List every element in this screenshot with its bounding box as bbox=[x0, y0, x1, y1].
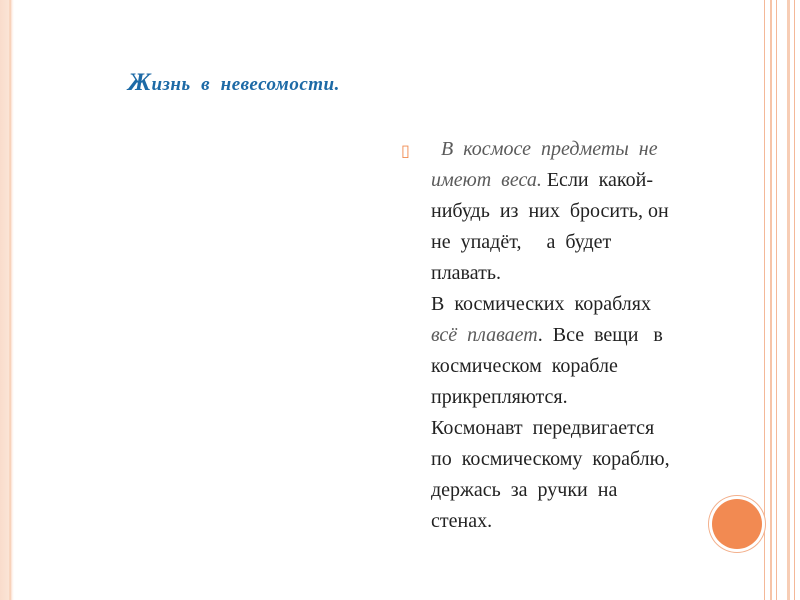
border-line bbox=[770, 0, 772, 600]
text-regular: Если какой- bbox=[541, 169, 653, 191]
text-line: космическом корабле bbox=[431, 355, 618, 377]
border-line bbox=[776, 0, 777, 600]
square-bullet-icon: ▯ bbox=[401, 141, 410, 160]
text-italic: имеют веса. bbox=[431, 169, 542, 191]
text-regular: . Все вещи в bbox=[537, 324, 663, 346]
left-border-strip bbox=[0, 0, 14, 600]
title-rest: изнь в невесомости. bbox=[151, 74, 340, 95]
slide-title bbox=[128, 69, 340, 97]
text-line: по космическому кораблю, bbox=[431, 448, 670, 470]
text-line: В космических кораблях bbox=[431, 293, 651, 315]
text-line: В космосе предметы не bbox=[431, 138, 658, 160]
text-line: нибудь из них бросить, он bbox=[431, 200, 669, 222]
text-line: плавать. bbox=[431, 262, 501, 284]
border-line bbox=[764, 0, 765, 600]
text-line: прикрепляются. bbox=[431, 386, 568, 408]
text-line bbox=[431, 165, 741, 196]
text-line: стенах. bbox=[431, 510, 493, 532]
text-line: держась за ручки на bbox=[431, 479, 618, 501]
text-line bbox=[431, 320, 741, 351]
body-paragraph bbox=[431, 134, 741, 537]
title-initial: Ж bbox=[128, 69, 152, 96]
text-italic: всё плавает bbox=[431, 324, 538, 346]
text-line: не упадёт, а будет bbox=[431, 231, 612, 253]
border-line bbox=[794, 0, 795, 600]
border-line bbox=[787, 0, 790, 600]
text-line: Космонавт передвигается bbox=[431, 417, 655, 439]
